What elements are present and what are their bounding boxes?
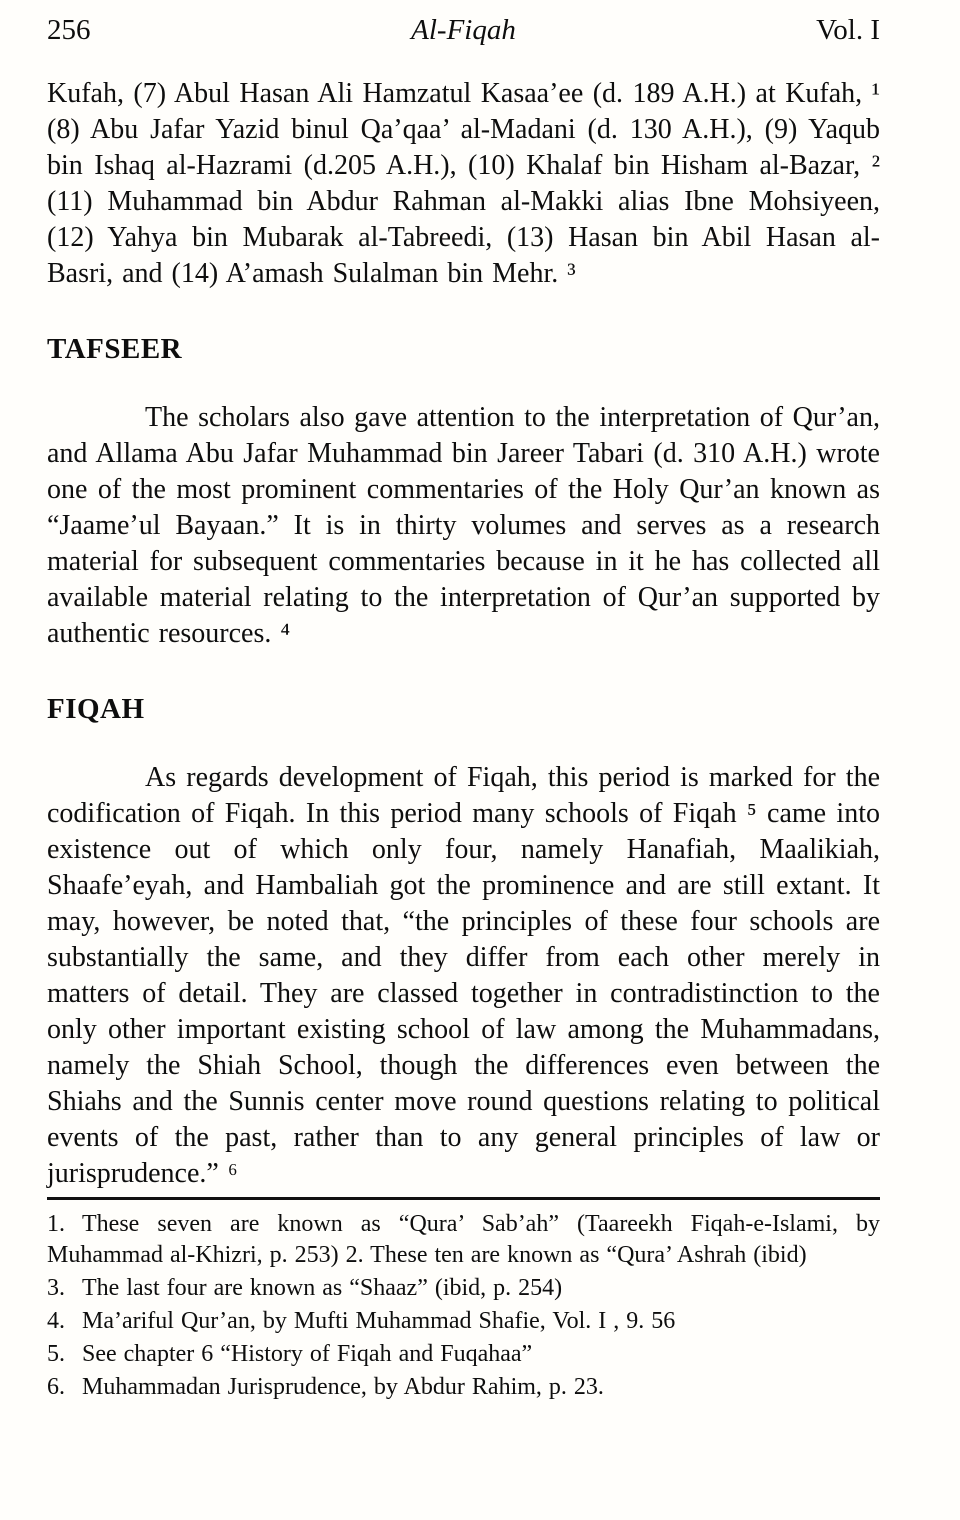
paragraph-fiqah: As regards development of Fiqah, this period is marked for the codification of Fiqah. In this period many schools of Fiqah ⁵ came into existence out of which only four, namely Hanafiah, Maalikiah, Shaafe’eyah, and Hambaliah got the prominence and are still extant. It may, however, be noted that, “the principles of these four schools are substantially the same, and they differ from each other merely in matters of detail. They are classed together in contradistinction to the only other important existing school of law among the Muhammadans, namely the Shiah School, though the differences even between the Shiahs and the Sunnis center move round questions relating to political events of the past, rather than to any general principles of law or jurisprudence.” ⁶	[47, 762, 880, 1189]
footnote-item	[47, 1339, 880, 1370]
footnote-number: 3.	[47, 1275, 65, 1301]
footnote-item	[47, 1306, 880, 1337]
footnote-item	[47, 1372, 880, 1403]
page-header	[47, 12, 880, 48]
footnote-text: The last four are known as “Shaaz” (ibid, p. 254)	[82, 1275, 563, 1301]
footnote-text: Ma’ariful Qur’an, by Mufti Muhammad Shafie, Vol. I , 9. 56	[82, 1308, 676, 1334]
footnote-number: 1.	[47, 1211, 65, 1237]
footnotes-section	[47, 1209, 880, 1403]
book-title: Al-Fiqah	[411, 14, 516, 46]
footnote-separator	[47, 1197, 880, 1200]
footnote-text: See chapter 6 “History of Fiqah and Fuqahaa”	[82, 1341, 533, 1367]
footnote-item	[47, 1209, 880, 1271]
footnote-number: 6.	[47, 1374, 65, 1400]
heading-fiqah: FIQAH	[47, 693, 145, 725]
footnote-number: 4.	[47, 1308, 65, 1334]
volume-label: Vol. I	[816, 14, 880, 46]
footnote-item	[47, 1273, 880, 1304]
heading-tafseer: TAFSEER	[47, 333, 183, 365]
footnote-text: Muhammadan Jurisprudence, by Abdur Rahim, p. 23.	[82, 1374, 604, 1400]
footnote-number: 5.	[47, 1341, 65, 1367]
footnote-text: These seven are known as “Qura’ Sab’ah” (Taareekh Fiqah-e-Islami, by Muhammad al-Khizri, p. 253) 2. These ten are known as “Qura’ Ashrah (ibid)	[47, 1211, 880, 1268]
paragraph-narrators: Kufah, (7) Abul Hasan Ali Hamzatul Kasaa’ee (d. 189 A.H.) at Kufah, ¹ (8) Abu Jafar Yazid binul Qa’qaa’ al-Madani (d. 130 A.H.), (9) Yaqub bin Ishaq al-Hazrami (d.205 A.H.), (10) Khalaf bin Hisham al-Bazar, ² (11) Muhammad bin Abdur Rahman al-Makki alias Ibne Mohsiyeen, (12) Yahya bin Mubarak al-Tabreedi, (13) Hasan bin Abil Hasan al-Basri, and (14) A’amash Sulalman bin Mehr. ³	[47, 78, 880, 289]
paragraph-tafseer: The scholars also gave attention to the interpretation of Qur’an, and Allama Abu Jafar Muhammad bin Jareer Tabari (d. 310 A.H.) wrote one of the most prominent commentaries of the Holy Qur’an known as “Jaame’ul Bayaan.” It is in thirty volumes and serves as a research material for subsequent commentaries because in it he has collected all available material relating to the interpretation of Qur’an supported by authentic resources. ⁴	[47, 402, 880, 649]
page-number: 256	[47, 14, 91, 46]
